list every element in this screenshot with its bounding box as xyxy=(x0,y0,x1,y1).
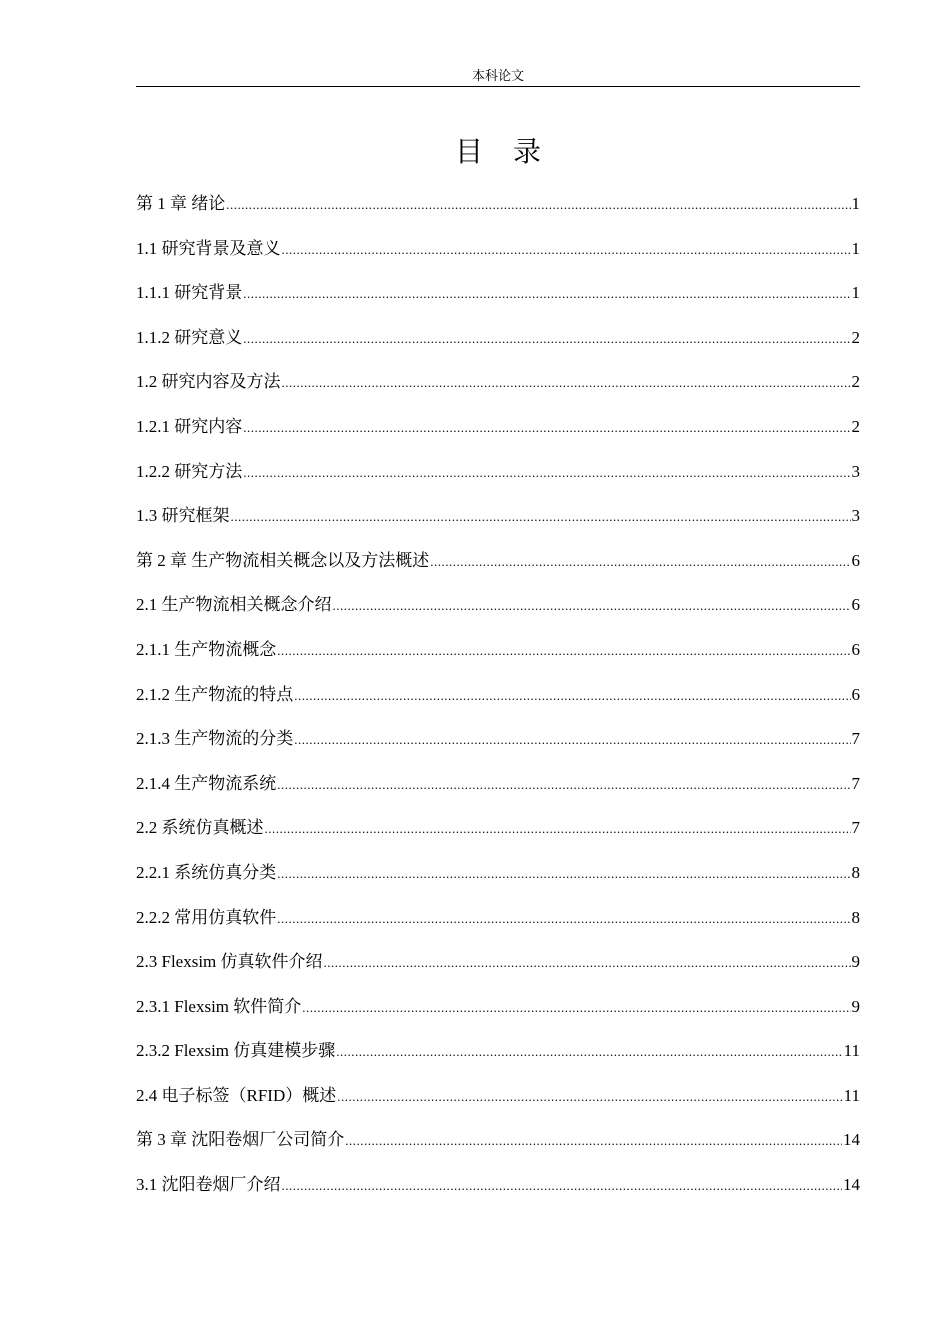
toc-entry-page: 7 xyxy=(851,773,860,793)
toc-entry[interactable] xyxy=(136,858,860,903)
toc-entry-label: 2.4 电子标签（RFID）概述 xyxy=(136,1085,337,1105)
toc-entry[interactable] xyxy=(136,457,860,502)
toc-entry-label: 2.2.2 常用仿真软件 xyxy=(136,907,277,927)
toc-entry-page: 11 xyxy=(843,1085,860,1105)
toc-entry-page: 6 xyxy=(851,595,860,615)
toc-entry-page: 8 xyxy=(851,862,860,882)
toc-entry-page: 6 xyxy=(851,639,860,659)
toc-entry[interactable] xyxy=(136,501,860,546)
toc-dot-leader xyxy=(282,1171,843,1201)
toc-entry-page: 14 xyxy=(843,1175,860,1195)
toc-entry-label: 2.1.4 生产物流系统 xyxy=(136,773,277,793)
toc-entry-label: 1.1 研究背景及意义 xyxy=(136,238,281,258)
toc-entry-label: 3.1 沈阳卷烟厂介绍 xyxy=(136,1175,281,1195)
toc-entry-label: 2.1.3 生产物流的分类 xyxy=(136,729,294,749)
toc-entry-label: 1.2.1 研究内容 xyxy=(136,416,243,436)
toc-dot-leader xyxy=(294,725,850,755)
toc-entry[interactable] xyxy=(136,323,860,368)
table-of-contents xyxy=(136,189,860,1215)
toc-entry-page: 7 xyxy=(851,729,860,749)
toc-entry[interactable] xyxy=(136,724,860,769)
toc-entry[interactable] xyxy=(136,234,860,279)
toc-entry[interactable] xyxy=(136,903,860,948)
toc-dot-leader xyxy=(345,1126,842,1156)
toc-entry-label: 2.3.1 Flexsim 软件简介 xyxy=(136,996,302,1016)
toc-entry[interactable] xyxy=(136,189,860,234)
toc-entry[interactable] xyxy=(136,1170,860,1215)
toc-entry-page: 6 xyxy=(851,684,860,704)
toc-entry-page: 1 xyxy=(851,283,860,303)
toc-entry-page: 3 xyxy=(851,461,860,481)
toc-dot-leader xyxy=(231,502,851,532)
toc-entry-page: 14 xyxy=(843,1130,860,1150)
toc-entry[interactable] xyxy=(136,635,860,680)
toc-entry-page: 2 xyxy=(851,416,860,436)
toc-entry-label: 2.2 系统仿真概述 xyxy=(136,818,264,838)
toc-entry[interactable] xyxy=(136,680,860,725)
page-header xyxy=(136,66,860,87)
toc-entry[interactable] xyxy=(136,769,860,814)
toc-entry-label: 2.1.1 生产物流概念 xyxy=(136,639,277,659)
toc-entry[interactable] xyxy=(136,367,860,412)
toc-entry-label: 第 1 章 绪论 xyxy=(136,194,226,213)
toc-dot-leader xyxy=(243,413,850,443)
toc-entry-page: 1 xyxy=(851,194,860,213)
toc-entry-page: 7 xyxy=(851,818,860,838)
toc-dot-leader xyxy=(277,770,850,800)
toc-entry[interactable] xyxy=(136,1036,860,1081)
toc-entry-page: 9 xyxy=(851,996,860,1016)
toc-entry-page: 9 xyxy=(851,952,860,972)
toc-dot-leader xyxy=(302,993,850,1023)
toc-entry-page: 2 xyxy=(851,327,860,347)
toc-dot-leader xyxy=(226,190,850,220)
toc-entry[interactable] xyxy=(136,1125,860,1170)
toc-entry-label: 1.2 研究内容及方法 xyxy=(136,372,281,392)
toc-entry[interactable] xyxy=(136,1081,860,1126)
toc-dot-leader xyxy=(336,1037,842,1067)
toc-dot-leader xyxy=(282,368,851,398)
toc-entry[interactable] xyxy=(136,813,860,858)
header-text: 本科论文 xyxy=(471,68,524,83)
toc-entry-label: 2.2.1 系统仿真分类 xyxy=(136,862,277,882)
toc-entry-page: 6 xyxy=(851,550,860,570)
toc-entry[interactable] xyxy=(136,412,860,457)
toc-dot-leader xyxy=(265,814,851,844)
toc-entry[interactable] xyxy=(136,947,860,992)
toc-entry-page: 2 xyxy=(851,372,860,392)
toc-entry[interactable] xyxy=(136,590,860,635)
toc-entry-page: 8 xyxy=(851,907,860,927)
toc-entry-label: 2.3 Flexsim 仿真软件介绍 xyxy=(136,952,323,972)
toc-dot-leader xyxy=(282,235,851,265)
toc-dot-leader xyxy=(337,1082,842,1112)
toc-dot-leader xyxy=(277,859,850,889)
toc-entry-label: 1.1.2 研究意义 xyxy=(136,327,243,347)
toc-dot-leader xyxy=(243,458,850,488)
toc-entry-label: 1.2.2 研究方法 xyxy=(136,461,243,481)
toc-entry-label: 第 3 章 沈阳卷烟厂公司简介 xyxy=(136,1130,345,1150)
toc-entry-label: 2.1 生产物流相关概念介绍 xyxy=(136,595,332,615)
toc-entry-page: 3 xyxy=(851,506,860,526)
toc-dot-leader xyxy=(243,279,850,309)
toc-dot-leader xyxy=(324,948,851,978)
toc-title: 目录 xyxy=(454,135,571,168)
toc-entry[interactable] xyxy=(136,992,860,1037)
toc-dot-leader xyxy=(243,324,850,354)
toc-entry-label: 2.1.2 生产物流的特点 xyxy=(136,684,294,704)
toc-dot-leader xyxy=(430,547,850,577)
toc-entry[interactable] xyxy=(136,278,860,323)
toc-dot-leader xyxy=(277,904,850,934)
toc-entry[interactable] xyxy=(136,546,860,591)
toc-entry-label: 第 2 章 生产物流相关概念以及方法概述 xyxy=(136,550,430,570)
toc-entry-page: 11 xyxy=(843,1041,860,1061)
toc-entry-label: 2.3.2 Flexsim 仿真建模步骤 xyxy=(136,1041,336,1061)
toc-entry-label: 1.3 研究框架 xyxy=(136,506,230,526)
toc-dot-leader xyxy=(333,591,851,621)
toc-dot-leader xyxy=(294,681,850,711)
toc-entry-label: 1.1.1 研究背景 xyxy=(136,283,243,303)
toc-entry-page: 1 xyxy=(851,238,860,258)
toc-dot-leader xyxy=(277,636,850,666)
